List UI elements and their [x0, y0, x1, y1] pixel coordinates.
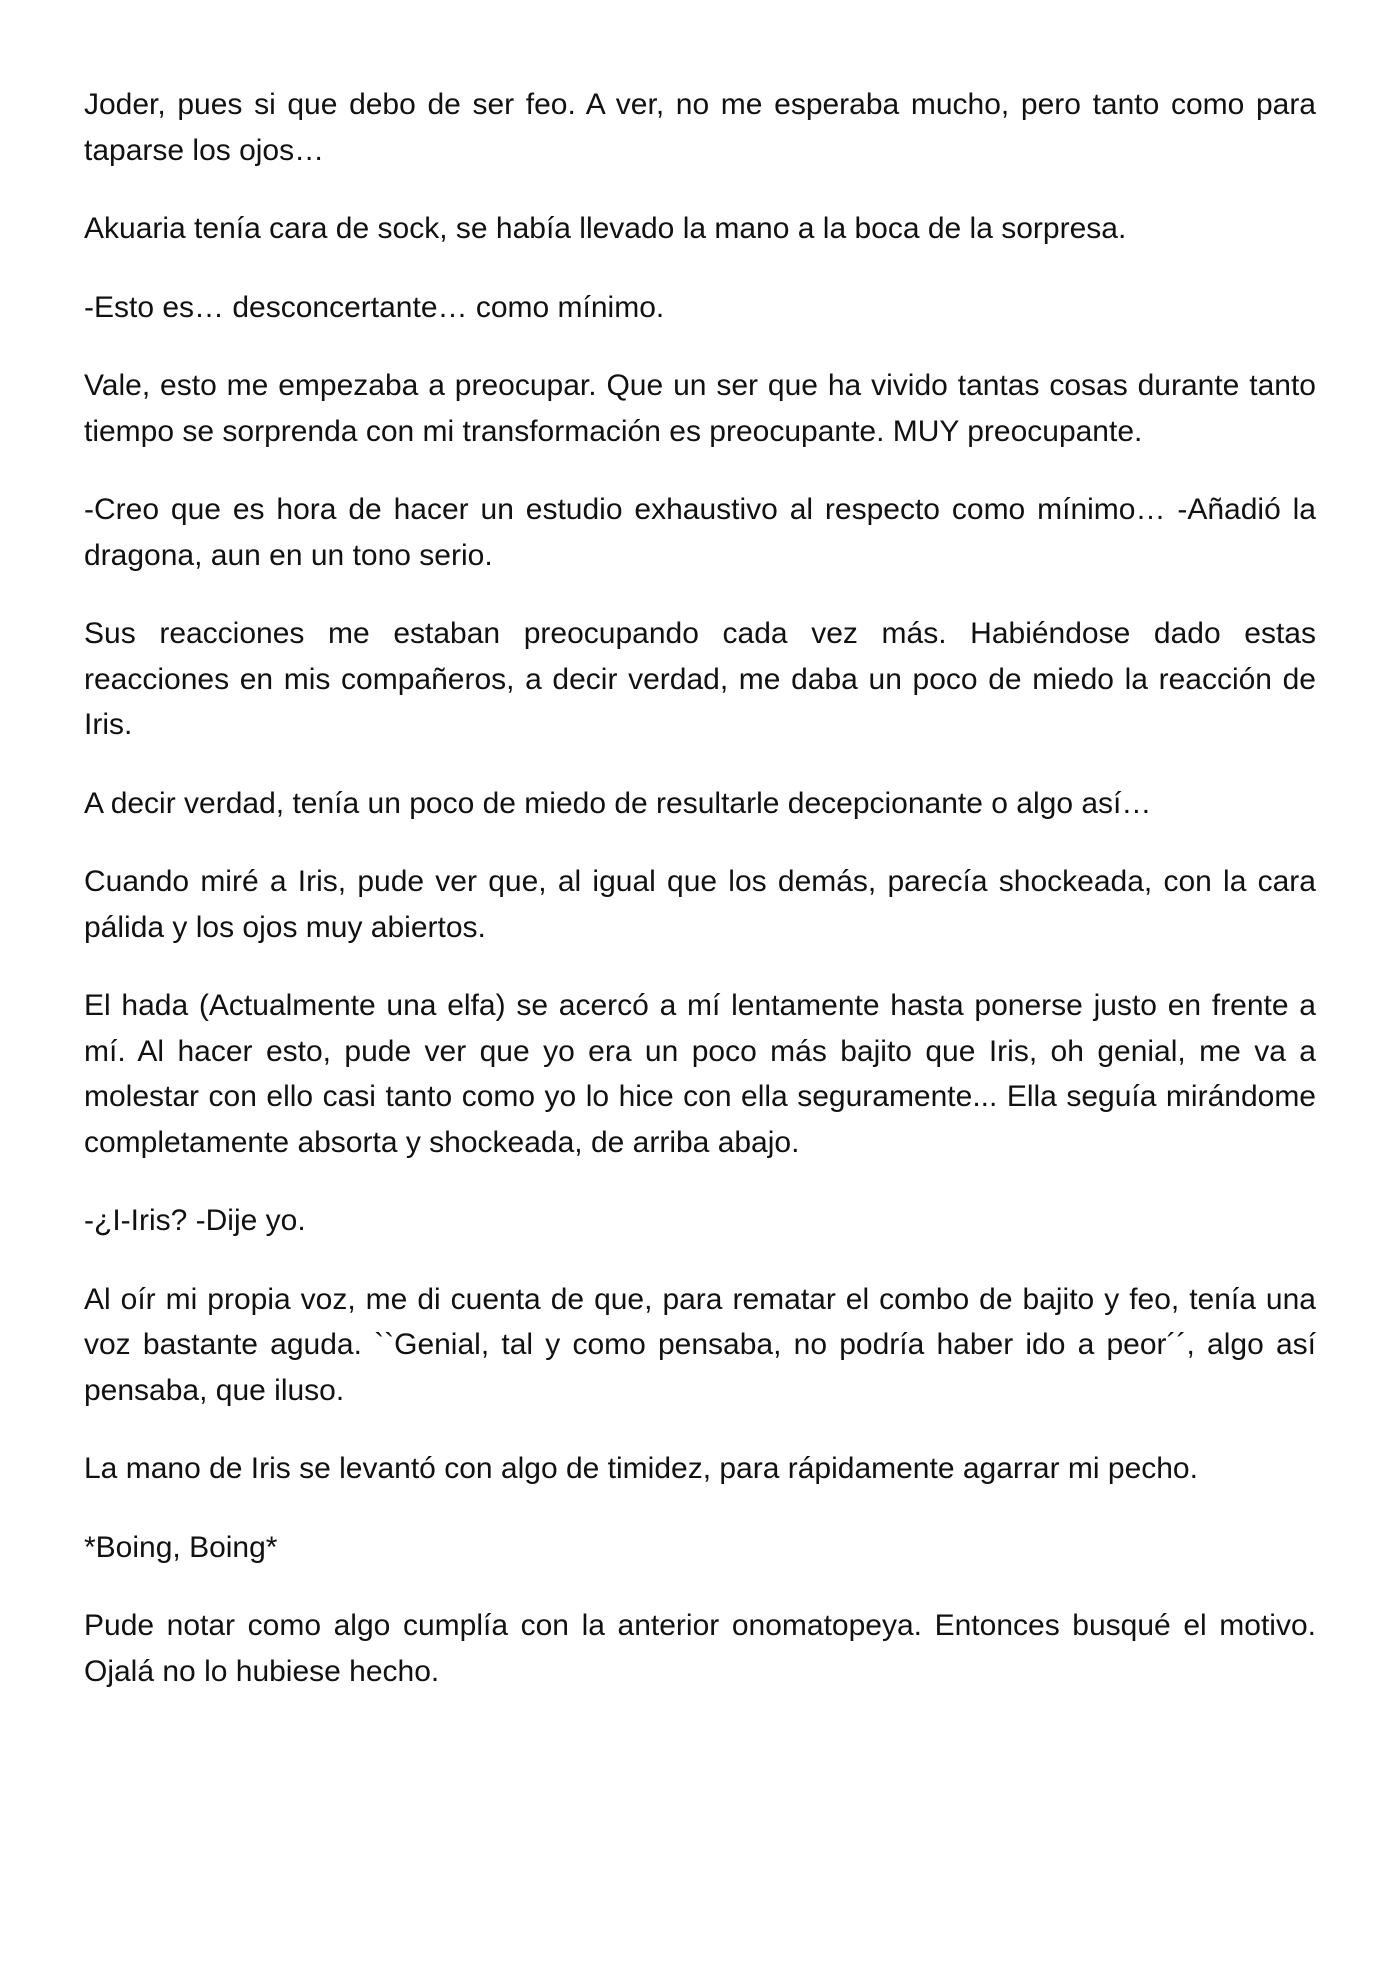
paragraph-14: Pude notar como algo cumplía con la anterior onomatopeya. Entonces busqué el motivo. Ojalá no lo hubiese hecho.	[84, 1609, 1316, 1688]
paragraph-8: Cuando miré a Iris, pude ver que, al igual que los demás, parecía shockeada, con la cara pálida y los ojos muy abiertos.	[84, 865, 1316, 944]
document-body	[84, 82, 1316, 1694]
paragraph-9: El hada (Actualmente una elfa) se acercó a mí lentamente hasta ponerse justo en frente a mí. Al hacer esto, pude ver que yo era un poco más bajito que Iris, oh genial, me va a molestar con ello casi tanto como yo lo hice con ella seguramente... Ella seguía mirándome completamente absorta y shockeada, de arriba abajo.	[84, 989, 1316, 1159]
paragraph-10: -¿I-Iris? -Dije yo.	[84, 1204, 306, 1237]
paragraph-1: Joder, pues si que debo de ser feo. A ver, no me esperaba mucho, pero tanto como para taparse los ojos…	[84, 88, 1316, 167]
paragraph-12: La mano de Iris se levantó con algo de timidez, para rápidamente agarrar mi pecho.	[84, 1452, 1198, 1485]
paragraph-13: *Boing, Boing*	[84, 1530, 278, 1564]
paragraph-5: -Creo que es hora de hacer un estudio exhaustivo al respecto como mínimo… -Añadió la dragona, aun en un tono serio.	[84, 493, 1316, 572]
paragraph-7: A decir verdad, tenía un poco de miedo de resultarle decepcionante o algo así…	[84, 786, 1152, 820]
paragraph-11: Al oír mi propia voz, me di cuenta de que, para rematar el combo de bajito y feo, tenía una voz bastante aguda. ``Genial, tal y como pensaba, no podría haber ido a peor´´, algo así pensaba, que iluso.	[84, 1282, 1316, 1407]
paragraph-3: -Esto es… desconcertante… como mínimo.	[84, 290, 665, 324]
paragraph-6: Sus reacciones me estaban preocupando cada vez más. Habiéndose dado estas reacciones en mis compañeros, a decir verdad, me daba un poco de miedo la reacción de Iris.	[84, 617, 1316, 741]
paragraph-2: Akuaria tenía cara de sock, se había llevado la mano a la boca de la sorpresa.	[84, 212, 1127, 245]
paragraph-4: Vale, esto me empezaba a preocupar. Que un ser que ha vivido tantas cosas durante tanto tiempo se sorprenda con mi transformación es preocupante. MUY preocupante.	[84, 369, 1316, 448]
